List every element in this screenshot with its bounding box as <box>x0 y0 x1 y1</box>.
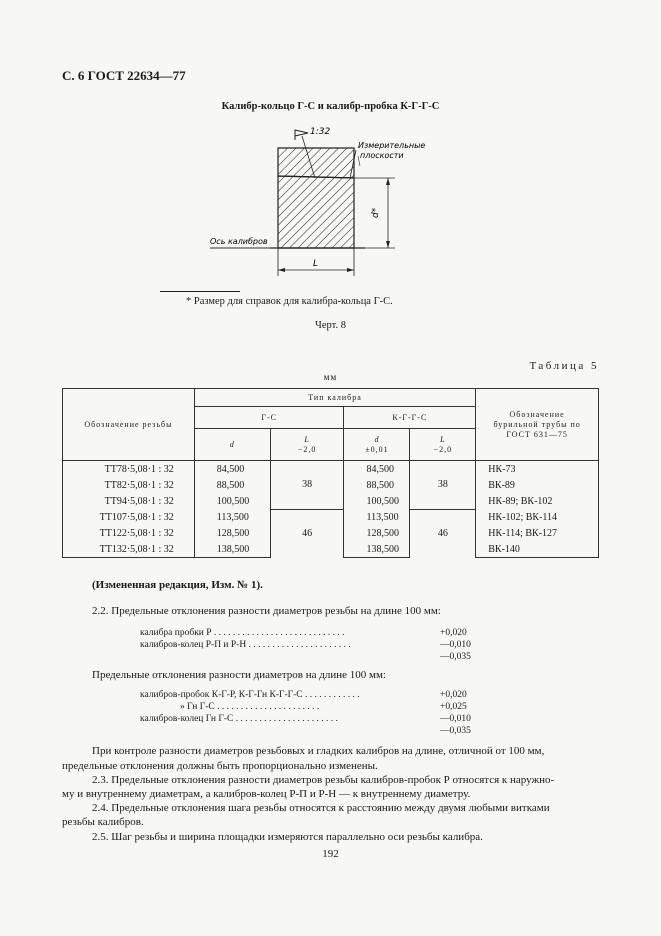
table-row: ТТ82·5,08·1 : 32 88,500 88,500 ВК-89 <box>63 477 599 493</box>
header-pipe: Обозначение бурильной трубы по ГОСТ 631—75 <box>476 389 599 461</box>
L-kggs-group1: 38 <box>410 461 476 510</box>
planes-label-1: Измерительные <box>358 141 426 150</box>
header-L2: L −2,0 <box>410 429 476 461</box>
L-gs-group2: 46 <box>270 509 344 558</box>
gauge-upper-section <box>278 148 354 178</box>
gauge-lower-section <box>278 176 354 248</box>
table-5 <box>62 388 599 558</box>
para-2-3-line2: му и внутреннему диаметрам, а калибров-колец Р-П и Р-Н — к внутреннему диаметру. <box>62 788 471 800</box>
figure-title: Калибр-кольцо Г-С и калибр-пробка К-Г-Г-С <box>221 101 440 112</box>
page-header: С. 6 ГОСТ 22634—77 <box>62 68 186 83</box>
figure-caption: Черт. 8 <box>315 320 346 331</box>
footnote-divider <box>160 291 240 292</box>
header-gs: Г-С <box>194 407 344 429</box>
header-kggs: К-Г-Г-С <box>344 407 476 429</box>
dimension-d-label: d* <box>371 207 381 218</box>
header-thread: Обозначение резьбы <box>63 389 195 461</box>
page-number: 192 <box>322 848 339 860</box>
planes-label-2: плоскости <box>360 151 404 160</box>
table-title: Таблица 5 <box>529 360 599 372</box>
para-2-5: 2.5. Шаг резьбы и ширина площадки измеряются параллельно оси резьбы калибра. <box>92 831 483 843</box>
L-kggs-group2: 46 <box>410 509 476 558</box>
table-row: ТТ78·5,08·1 : 32 84,500 38 84,500 38 НК-73 <box>63 461 599 478</box>
table-row: ТТ94·5,08·1 : 32 100,500 100,500 НК-89; ВК-102 <box>63 493 599 509</box>
axis-label: Ось калибров <box>210 237 268 246</box>
para-control-2: предельные отклонения должны быть пропорционально изменены. <box>62 760 378 772</box>
list-2: калибров-пробок К-Г-Р, К-Г-Гн К-Г-Г-С . . . . . . . . . . . . +0,020 » Гн Г-С . . . . . . . . . . . . . . . . . . . . . . +0,025 калибров-колец Гн Г-С . . . . . . . . . . . . . . . . . . . . . . —0,010 —0,035 <box>140 690 471 736</box>
table-row: ТТ107·5,08·1 : 32 113,500 46 113,500 46 НК-102; ВК-114 <box>63 509 599 525</box>
list-1: калибра пробки Р . . . . . . . . . . . . . . . . . . . . . . . . . . . . +0,020 калибров-колец Р-П и Р-Н . . . . . . . . . . . . . . . . . . . . . . —0,010 —0,035 <box>140 628 471 662</box>
para-2-2b: Предельные отклонения разности диаметров на длине 100 мм: <box>92 669 386 681</box>
header-L: L −2,0 <box>270 429 344 461</box>
para-2-4-line2: резьбы калибров. <box>62 816 144 828</box>
table-row: ТТ132·5,08·1 : 32 138,500 138,500 ВК-140 <box>63 541 599 558</box>
figure-footnote: * Размер для справок для калибра-кольца Г-С. <box>186 296 393 307</box>
header-type: Тип калибра <box>194 389 475 407</box>
gauge-drawing <box>190 118 450 288</box>
header-d: d <box>194 429 270 461</box>
para-2-3-line1: 2.3. Предельные отклонения разности диаметров резьбы калибров-пробок Р относятся к наружно- <box>92 774 555 786</box>
dimension-L-label: L <box>313 259 319 269</box>
revision-note: (Измененная редакция, Изм. № 1). <box>92 579 263 591</box>
slope-label: 1:32 <box>310 127 331 137</box>
table-units: мм <box>323 372 338 382</box>
para-control-1: При контроле разности диаметров резьбовых и гладких калибров на длине, отличной от 100 мм, <box>92 745 545 757</box>
para-2-2: 2.2. Предельные отклонения разности диаметров резьбы на длине 100 мм: <box>92 605 441 617</box>
table-row: ТТ122·5,08·1 : 32 128,500 128,500 НК-114; ВК-127 <box>63 525 599 541</box>
L-gs-group1: 38 <box>270 461 344 510</box>
header-d2: d ±0,01 <box>344 429 410 461</box>
para-2-4-line1: 2.4. Предельные отклонения шага резьбы относятся к расстоянию между двумя любыми витками <box>92 802 550 814</box>
